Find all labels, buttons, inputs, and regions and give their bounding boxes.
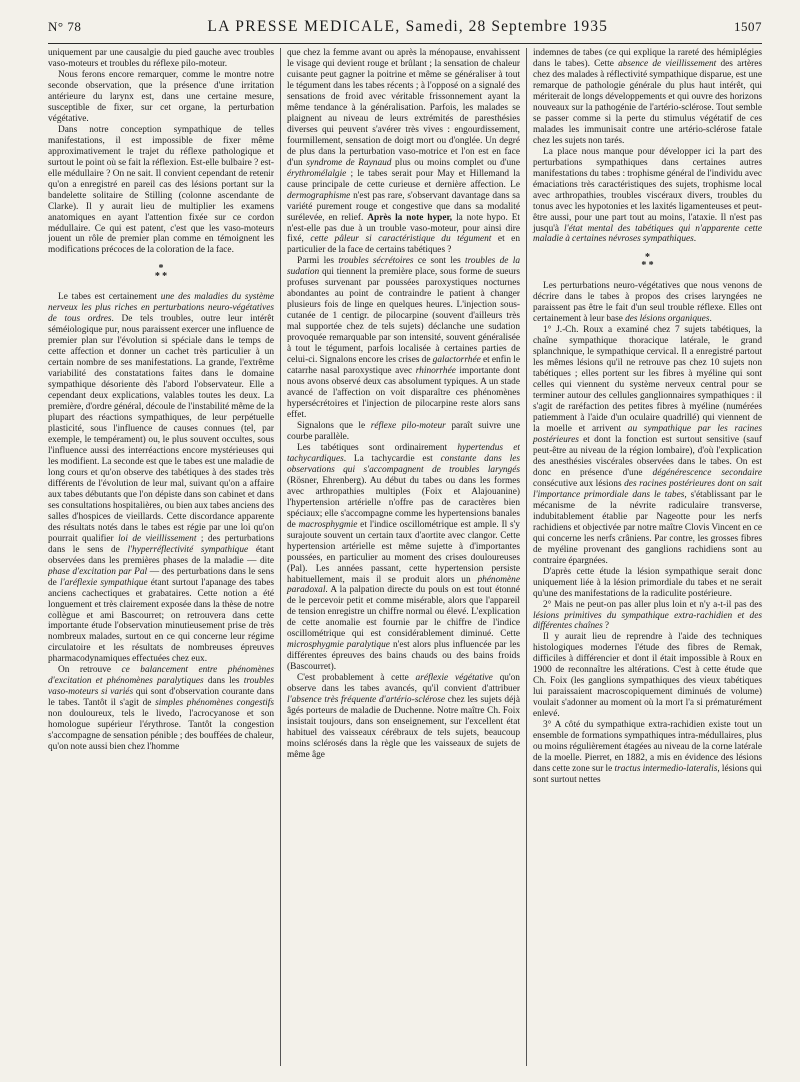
text-run: Les tabétiques sont ordinairement bbox=[297, 442, 458, 453]
italic-text: l'état mental des tabétiques qui n'apparente cette maladie à certaines névroses sympathiques bbox=[533, 223, 762, 245]
paragraph-continued bbox=[48, 48, 274, 70]
italic-text: rhinorrhée bbox=[415, 366, 456, 377]
text-run: Il y aurait lieu de reprendre à l'aide des techniques histologiques modernes l'étude des fibres de Remak, difficiles à différencier et dont il était impossible à Roux en 1900 de reconnaître les altérations. C'est à cette étude que Ch. Foix (les ganglions sympathiques des vieux tabétiques lui paraissaient macroscopiquement diminués de volume) voulait s'adonner au moment où la mort l'a si prématurément enlevé. bbox=[533, 632, 762, 720]
italic-text: une des maladies du système nerveux les plus riches en perturbations neuro-végétatives de tous ordres bbox=[48, 292, 274, 325]
italic-text: dermographisme bbox=[287, 190, 351, 201]
issue-date: Samedi, 28 Septembre 1935 bbox=[405, 18, 608, 35]
text-run: et enfin le catarrhe nasal paroxystique avec bbox=[287, 355, 520, 377]
article-body bbox=[48, 48, 762, 1066]
text-run: C'est probablement à cette bbox=[297, 673, 416, 684]
paragraph bbox=[533, 720, 762, 786]
text-run: que chez la femme avant ou après la ménopause, envahissent le visage qui devient rouge et brûlant ; la sensation de chaleur cuisante peut gagner la poitrine et même se généraliser à tout le tégument dans les tabes récents ; à l'opposé on a signalé des sensations de froid avec véritable frissonnement ayant la même tendance à la généralisation. Parfois, les malades se plaignent au niveau de leurs extrémités de paresthésies diverses qui peuvent s'avérer très vives : engourdissement, fourmillement, sensation de doigt mort ou d'onglée. Un degré de plus dans la perturbation vaso-motrice et l'on est en face d'un bbox=[287, 48, 520, 168]
text-run: Les perturbations neuro-végétatives que nous venons de décrire dans le tabes à propos des crises laryngées ne paraissent pas être le fait d'un seul trouble réflexe. Elles ont certainement à leur base bbox=[533, 281, 762, 325]
text-run: indemnes de tabes (ce qui explique la rareté des hémiplégies dans le tabes). Cette bbox=[533, 48, 762, 69]
article-column-1 bbox=[48, 48, 274, 1066]
italic-text: loi de vieillissement bbox=[118, 533, 197, 544]
text-run: paraît suivre une courbe parallèle. bbox=[287, 420, 520, 442]
text-run: Parmi les bbox=[297, 256, 339, 267]
text-run: , s'établissant par le mécanisme de la névrite radiculaire transverse, indubitablement établie par Nageotte pour les nerfs rachidiens et objectivée par notre maître Clovis Vincent en ce qui concerne les nerfs crâniens. Par contre, les grosses fibres de myéline provenant des ganglions rachidiens sont au contraire épargnées. bbox=[533, 489, 762, 566]
article-column-3 bbox=[526, 48, 762, 1066]
text-run: . De tels troubles, outre leur intérêt séméiologique pur, nous paraissent exercer une influence de premier plan sur l'évolution si spéciale dans le temps de cette affection et donner un cachet très particulier à un certain nombre de ses manifestations. La grande, l'extrême variabilité des constatations faites dans le domaine sympathique désoriente dès l'abord l'observateur. Elle a cependant deux explications, valables toutes les deux. La première, d'ordre général, découle de l'instabilité même de la plupart des réactions sympathiques, de leur perpétuelle plasticité, sous l'influence de causes connues (tel, par exemple, le tempérament) ou, le plus souvent occultes, sous l'influence aussi des interréactions encore mystérieuses qui les modifient. La seconde est que le tabes est une maladie de long cours et qu'on observe des tabétiques à des stades très différents de l'évolution de leur mal, suivant qu'on a affaire aux tabes débutants que l'on dépiste dans son cabinet et dans ses consultations hospitalières, ou bien aux tabes anciens des salles d'hospices de vieillards. Cette discordance apparente des résultats notés dans le tabes est régie par une loi qu'on pourrait qualifier bbox=[48, 314, 274, 544]
paragraph bbox=[533, 567, 762, 600]
paragraph bbox=[533, 147, 762, 246]
bold-text: Après la note hyper, bbox=[367, 212, 453, 223]
text-run: Dans notre conception sympathique de telles manifestations, il est impossible de fixer même approximativement le trajet du réflexe pathologique et surtout le point où se fait la réflexion. Est-elle bulbaire ? est-elle médullaire ? On ne sait. Il convient cependant de retenir qu'on a enregistré en pareil cas des lésions portant sur la bandelette solitaire de Stilling (colonne ascendante de Clarke). Il y aurait lieu de multiplier les examens anatomiques en ayant l'attention fixée sur ce cordon médullaire. Ce qui est patent, c'est que les vaso-moteurs jouent un rôle de premier plan comme en témoignent les modifications précoces de la coloration de la face. bbox=[48, 124, 274, 256]
paragraph-continued bbox=[533, 48, 762, 147]
text-run: dans les bbox=[203, 676, 244, 687]
paragraph bbox=[533, 281, 762, 325]
italic-text: troubles vaso-moteurs si variés bbox=[48, 676, 274, 698]
journal-name: LA PRESSE MEDICALE, bbox=[207, 18, 401, 35]
text-run: 3° A côté du sympathique extra-rachidien existe tout un ensemble de formations sympathiques intra-médullaires, plus ou moins régulièrement étagées au niveau de la corne latérale de la moelle. Pierret, en 1882, a mis en évidence des lésions dans cette zone sur le bbox=[533, 720, 762, 775]
italic-text: troubles sécrétoires bbox=[338, 256, 414, 267]
text-run: . bbox=[693, 234, 697, 245]
italic-text: galactorrhée bbox=[432, 355, 481, 366]
paragraph bbox=[533, 632, 762, 720]
text-run: Nous ferons encore remarquer, comme le montre notre seconde observation, que la présence d'une irritation antérieure du larynx est, dans une certaine mesure, susceptible de fixer, sur cet organe, la perturbation végétative. bbox=[48, 69, 274, 124]
text-run: étant observées dans les premières phases de la maladie — dite bbox=[48, 544, 274, 566]
paragraph bbox=[287, 443, 520, 673]
text-run: la note hypo. Et n'est-elle pas due à un trouble vaso-moteur, pour ainsi dire fixé, bbox=[287, 212, 520, 245]
text-run: . La tachycardie est bbox=[343, 453, 441, 464]
text-run: et en particulier de la face de certains tabétiques ? bbox=[287, 234, 520, 256]
text-run: uniquement par une causalgie du pied gauche avec troubles vaso-moteurs et troubles du réflexe pilo-moteur. bbox=[48, 48, 274, 69]
italic-text: des lésions organiques bbox=[625, 314, 710, 325]
italic-text: réflexe pilo-moteur bbox=[370, 420, 446, 431]
asterism-line: * bbox=[158, 263, 164, 275]
italic-text: troubles de la sudation bbox=[287, 256, 520, 278]
text-run: Le tabes est certainement bbox=[58, 292, 161, 303]
text-run: n'est pas rare, s'observant davantage dans sa variété purement rouge et congestive que dans sa modalité surélevée, en relief. bbox=[287, 190, 520, 223]
italic-text: syndrome de Raynaud bbox=[306, 157, 392, 168]
italic-text: cette pâleur si caractéristique du tégument bbox=[310, 234, 492, 245]
italic-text: microsphygmie paralytique bbox=[287, 640, 390, 651]
text-run: ; le tabes serait pour May et Hillemand la cause principale de cette curieuse et dernière affection. Le bbox=[287, 168, 520, 190]
text-run: qu'on observe dans les tabes avancés, qu'il convient d'attribuer bbox=[287, 673, 520, 695]
journal-title bbox=[207, 18, 608, 36]
italic-text: érythromélalgie bbox=[287, 168, 347, 179]
text-run: des artères chez des malades à réflectivité sympathique disparue, est une remarque de pathologie générale du plus haut intérêt, qui mériterait de longs développements et qui ouvre des horizons nouveaux sur la pathogénie de l'artério-sclérose. Tout semble se passer comme si la perte du stimulus végétatif de ces malades les immunisait contre une artério-sclérose fatale chez les sujets non tarés. bbox=[533, 58, 762, 146]
page-number: 1507 bbox=[733, 19, 762, 34]
text-run: D'après cette étude la lésion sympathique serait donc uniquement liée à la lésion primordiale du tabes et ne serait qu'une des manifestations de la radiculite postérieure. bbox=[533, 566, 762, 599]
paragraph bbox=[48, 292, 274, 665]
text-run: . bbox=[709, 314, 712, 325]
masthead bbox=[48, 18, 762, 44]
paragraph-continued bbox=[287, 48, 520, 256]
text-run: La place nous manque pour développer ici la part des perturbations sympathiques dans certaines autres manifestations du tabes : trophisme général de l'individu avec émaciations très caractéristiques des sujets, trophisme local avec arthropathies, troubles viscéraux divers, troubles du tonus avec les hypotonies et les laxités ligamenteuses et peut-être aussi, pour une part tout au moins, l'ataxie. Il n'est pas jusqu'à bbox=[533, 146, 762, 234]
paragraph bbox=[287, 673, 520, 761]
text-run: 2° Mais ne peut-on pas aller plus loin et n'y a-t-il pas des bbox=[543, 599, 762, 610]
italic-text: tractus intermedio-lateralis bbox=[614, 764, 718, 775]
text-run: ce sont les bbox=[413, 256, 466, 267]
text-run: (Rösner, Ehrenberg). Au début du tabes ou dans les formes avec arthropathies multiples (Foix et Alajouanine) l'hypertension artérielle n'offre pas de caractères bien spéciaux; elle s'accompagne comme les hypertensions banales de bbox=[287, 475, 520, 530]
italic-text: phase d'excitation par Pal bbox=[48, 566, 148, 577]
italic-text: l'absence très fréquente d'artério-sclérose bbox=[287, 695, 445, 706]
section-break-asterism bbox=[48, 265, 274, 281]
text-run: consécutive aux lésions bbox=[533, 478, 625, 489]
paragraph bbox=[533, 325, 762, 566]
text-run: n'est alors plus influencée par les différentes épreuves des bains chauds ou des bains froids (Bascourret). bbox=[287, 640, 520, 673]
italic-text: dégénérescence secondaire bbox=[652, 467, 762, 478]
section-break-asterism bbox=[533, 254, 762, 270]
text-run: chez les sujets déjà âgés porteurs de maladie de Duchenne. Notre maître Ch. Foix insistait toujours, dans son enseignement, sur l'excellent état habituel des vaisseaux cérébraux de tels sujets, beaucoup moins sclérosés dans la règle que les vaisseaux de sujets de même âge bbox=[287, 695, 520, 760]
asterism-line: * * bbox=[641, 260, 654, 272]
italic-text: macrosphygmie bbox=[298, 519, 358, 530]
text-run: . A la palpation directe du pouls on est tout étonné de le percevoir petit et comme misérable, alors que l'appareil de tension enregistre un chiffre normal ou élevé. L'explication de cette anomalie est fournie par le chiffre de l'indice oscillométrique qui est considérablement diminué. Cette bbox=[287, 585, 520, 640]
text-run: — des perturbations dans le sens de bbox=[48, 566, 274, 588]
text-run: On retrouve bbox=[58, 665, 122, 676]
text-run: qui tiennent la première place, sous forme de sueurs profuses survenant par poussées paroxystiques nocturnes abondantes au point de contraindre le patient à changer plusieurs fois de linge en quelques heures. L'injection sous-cutanée de 1 centigr. de pilocarpine (souvent d'ailleurs très mal supportée chez de tels sujets) déclanche une sudation provoquée remarquable par son intensité, souvent généralisée à tout le tégument, parfois localisée à certaines parties de celui-ci. Signalons encore les crises de bbox=[287, 267, 520, 366]
article-column-2 bbox=[280, 48, 520, 1066]
italic-text: lésions primitives du sympathique extra-rachidien et des différentes chaînes bbox=[533, 610, 762, 632]
italic-text: absence de vieillissement bbox=[618, 58, 717, 69]
text-run: et l'indice oscillométrique est ample. Il s'y surajoute souvent un certain taux d'aortite avec clangor. Cette hypertension artérielle est même sujette à d'importantes poussées, en particulier au moment des crises douloureuses (Pal). Les années passant, cette hypertension persiste habituellement, mais il se produit alors un bbox=[287, 519, 520, 585]
asterism-line: * bbox=[645, 252, 650, 264]
newspaper-page bbox=[48, 18, 762, 1070]
paragraph bbox=[48, 665, 274, 753]
text-run: ; des perturbations dans le sens de bbox=[48, 533, 274, 555]
text-run: 1° J.-Ch. Roux a examiné chez 7 sujets tabétiques, la chaîne sympathique thoracique latérale, le grand splanchnique, le sympathique cervical. Il a enregistré partout les mêmes lésions qu'il ne retrouve pas chez 10 sujets non tabétiques ; elles portent sur les fibres à myéline qui sont celles qui viennent du système nerveux central pour se terminer autour des cellules ganglionnaires sympathiques : il s'agit de raréfaction des petites fibres à myéline (numérées patiemment à l'aide d'un oculaire quadrillé) qui viennent de la moelle et arrivent bbox=[533, 325, 762, 435]
italic-text: ce balancement entre phénomènes d'excitation et phénomènes paralytiques bbox=[48, 665, 274, 687]
paragraph bbox=[287, 256, 520, 421]
text-run: , lésions qui sont surtout nettes bbox=[533, 764, 762, 786]
text-run: plus ou moins complet ou d'une bbox=[391, 157, 520, 168]
text-run: étant surtout l'apanage des tabes anciens cachectiques et grabataires. Cette notion a été longuement et très clairement exposée dans la thèse de notre collègue et ami Bascourret; on retrouvera dans cette importante étude l'observation minutieusement prise de très nombreux malades, surtout en ce qui concerne leur régime circulatoire et les résultats de nombreuses épreuves pharmacodynamiques effectuées chez eux. bbox=[48, 577, 274, 665]
text-run: ? bbox=[602, 621, 610, 632]
paragraph bbox=[48, 70, 274, 125]
text-run: et dont la fonction est surtout sensitive (sauf peut-être au niveau de la région lombaire), d'où l'explication des anesthésies viscérales observées dans le tabes. On est donc en présence d'une bbox=[533, 435, 762, 478]
paragraph bbox=[48, 125, 274, 257]
italic-text: des racines postérieures dont on sait l'importance primordiale dans le tabes bbox=[533, 478, 762, 500]
paragraph bbox=[287, 421, 520, 443]
italic-text: constante dans les observations qui s'accompagnent de troubles laryngés bbox=[287, 453, 520, 475]
text-run: Signalons que le bbox=[297, 420, 371, 431]
issue-number: N° 78 bbox=[48, 19, 82, 34]
italic-text: simples phénomènes congestifs bbox=[155, 698, 274, 709]
paragraph bbox=[533, 600, 762, 633]
text-run: qui sont d'observation courante dans le tabes. Tantôt il s'agit de bbox=[48, 687, 274, 709]
italic-text: hypertendus et tachycardiques bbox=[287, 442, 520, 464]
italic-text: l'aréflexie sympathique bbox=[59, 577, 148, 588]
italic-text: au sympathique par les racines postérieures bbox=[533, 424, 762, 445]
text-run: non douloureux, tels le livedo, l'acrocyanose et son homologue supérieur l'érythrose. Tantôt la congestion s'accompagne de sensation pénible ; des bouffées de chaleur, qu'on note aussi bien chez l'homme bbox=[48, 709, 274, 753]
asterism-line: * * bbox=[154, 271, 168, 283]
italic-text: l'hyperréflectivité sympathique bbox=[127, 544, 249, 555]
italic-text: aréflexie végétative bbox=[415, 673, 493, 684]
text-run: importante dont nous avons observé deux cas absolument typiques. A un stade avancé de l'affection on voit disparaître ces phénomènes hypersécrétoires et l'injection de pilocarpine reste alors sans effet. bbox=[287, 366, 520, 420]
italic-text: phénomène paradoxal bbox=[287, 574, 520, 596]
